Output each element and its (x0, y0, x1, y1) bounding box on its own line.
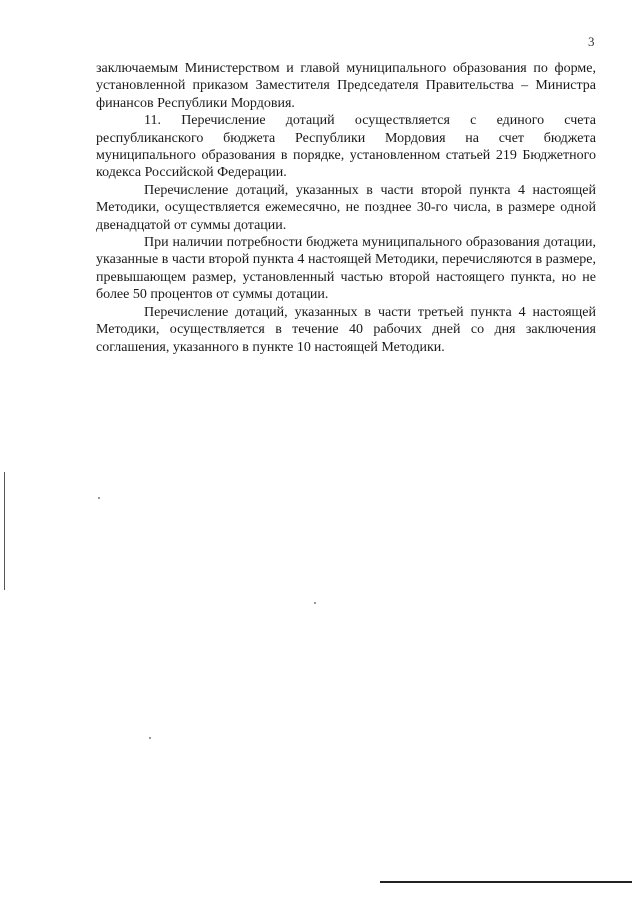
scan-margin-line (4, 472, 5, 590)
scan-speck (314, 602, 316, 604)
paragraph-monthly-transfer: Перечисление дотаций, указанных в части второй пункта 4 настоящей Методики, осуществляется ежемесячно, не позднее 30-го числа, в размере одной двенадцатой от суммы дотации. (96, 182, 596, 233)
footer-rule (380, 881, 632, 883)
paragraph-continuation: заключаемым Министерством и главой муниципального образования по форме, установленной приказом Заместителя Председателя Правительства – Министра финансов Республики Мордовия. (96, 61, 596, 111)
paragraph-excess-transfer: При наличии потребности бюджета муниципального образования дотации, указанные в части второй пункта 4 настоящей Методики, перечисляются в размере, превышающем размер, установленный частью второй настоящего пункта, но не более 50 процентов от суммы дотации. (96, 235, 596, 303)
scan-speck (149, 737, 151, 739)
document-body (96, 60, 596, 356)
page-number: 3 (588, 34, 595, 49)
scan-speck (98, 497, 100, 499)
paragraph-11: 11. Перечисление дотаций осуществляется с единого счета республиканского бюджета Республики Мордовия на счет бюджета муниципального образования в порядке, установленном статьей 219 Бюджетного кодекса Российской Федерации. (96, 113, 596, 181)
paragraph-agreement-transfer: Перечисление дотаций, указанных в части третьей пункта 4 настоящей Методики, осуществляется в течение 40 рабочих дней со дня заключения соглашения, указанного в пункте 10 настоящей Методики. (96, 304, 596, 355)
